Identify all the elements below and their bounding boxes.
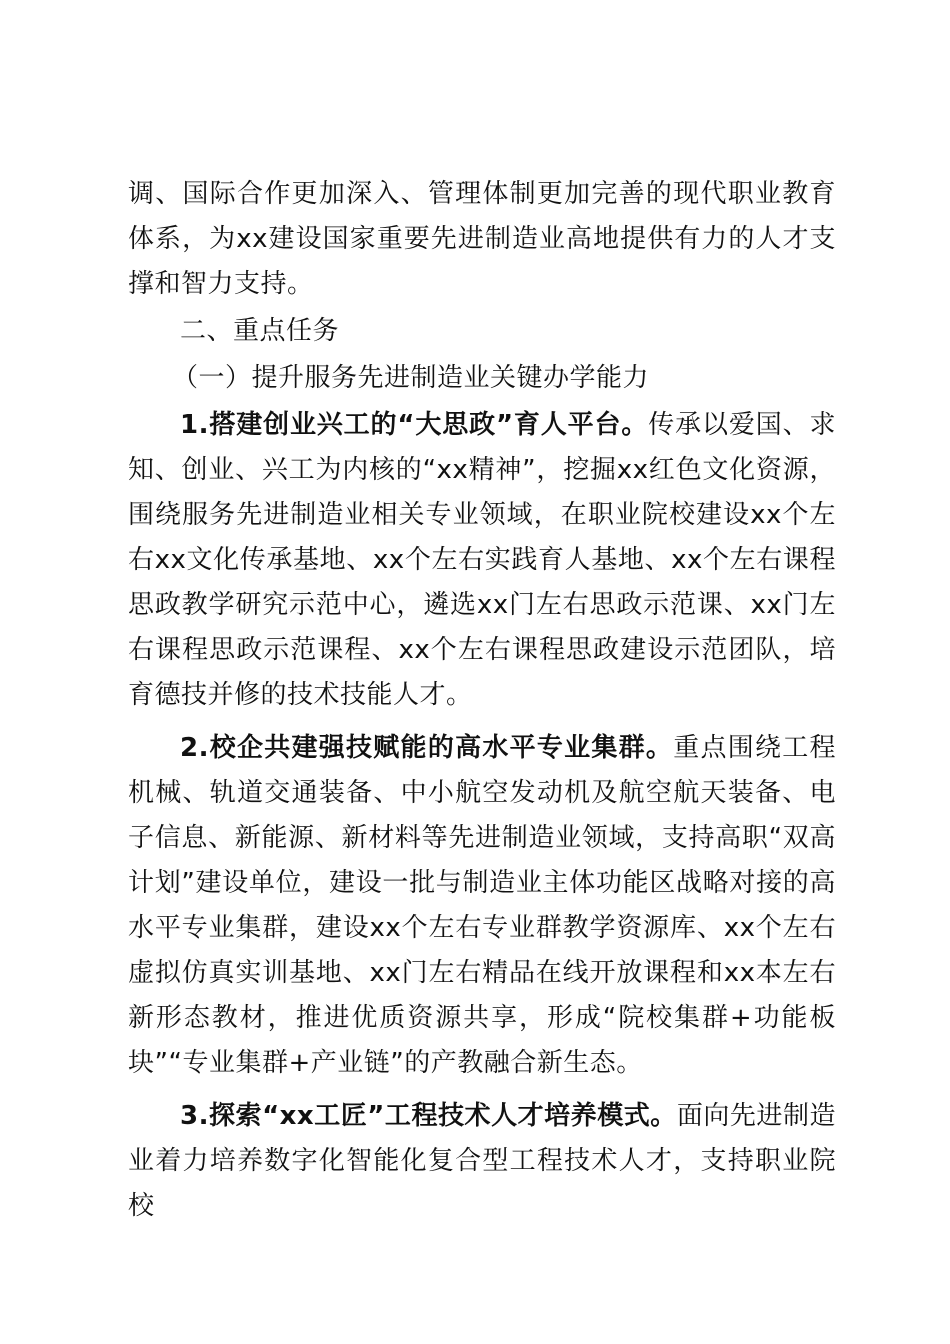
item-2-title: 2.校企共建强技赋能的高水平专业集群。 <box>180 733 674 763</box>
item-3-body: 面向先进制造业着力培养数字化智能化复合型工程技术人才，支持职业院校 <box>128 1101 836 1221</box>
item-1-paragraph <box>128 403 836 718</box>
intro-paragraph: 调、国际合作更加深入、管理体制更加完善的现代职业教育体系，为xx建设国家重要先进制造业高地提供有力的人才支撑和智力支持。 <box>128 179 836 299</box>
section-heading: 二、重点任务 <box>180 316 340 346</box>
document-body <box>128 172 836 1229</box>
sub-heading: （一）提升服务先进制造业关键办学能力 <box>172 363 650 393</box>
item-3-title: 3.探索“xx工匠”工程技术人才培养模式。 <box>180 1101 677 1131</box>
item-3-paragraph <box>128 1094 836 1229</box>
item-1-body: 传承以爱国、求知、创业、兴工为内核的“xx精神”，挖掘xx红色文化资源，围绕服务先进制造业相关专业领域，在职业院校建设xx个左右xx文化传承基地、xx个左右实践育人基地、xx个左右课程思政教学研究示范中心，遴选xx门左右思政示范课、xx门左右课程思政示范课程、xx个左右课程思政建设示范团队，培育德技并修的技术技能人才。 <box>128 410 836 710</box>
item-1-title: 1.搭建创业兴工的“大思政”育人平台。 <box>180 410 649 440</box>
item-2-body: 重点围绕工程机械、轨道交通装备、中小航空发动机及航空航天装备、电子信息、新能源、新材料等先进制造业领域，支持高职“双高计划”建设单位，建设一批与制造业主体功能区战略对接的高水平专业集群，建设xx个左右专业群教学资源库、xx个左右虚拟仿真实训基地、xx门左右精品在线开放课程和xx本左右新形态教材，推进优质资源共享，形成“院校集群+功能板块”“专业集群+产业链”的产教融合新生态。 <box>128 733 836 1078</box>
item-2-paragraph <box>128 726 836 1086</box>
